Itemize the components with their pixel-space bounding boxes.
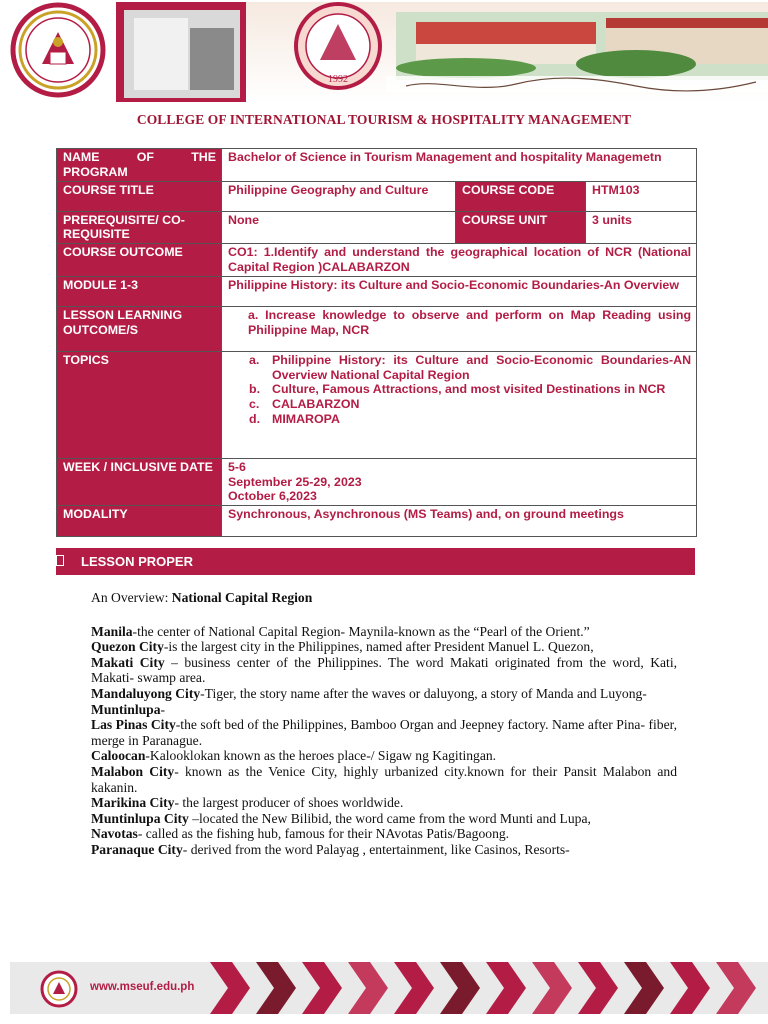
overview-heading: An Overview: National Capital Region [91, 590, 313, 605]
program-label: NAME OF THE PROGRAM [57, 149, 222, 182]
lesson-learning-outcome-label: LESSON LEARNING OUTCOME/S [57, 306, 222, 351]
course-info-table [56, 148, 697, 537]
lesson-proper-label: LESSON PROPER [81, 554, 193, 569]
topics-label: TOPICS [57, 351, 222, 458]
checkbox-glyph-icon [56, 555, 64, 566]
week-date-1: September 25-29, 2023 [228, 474, 362, 489]
course-title-value: Philippine Geography and Culture [222, 181, 456, 211]
module-value: Philippine History: its Culture and Socio-Economic Boundaries-An Overview [222, 276, 697, 306]
week-label: WEEK / INCLUSIVE DATE [57, 458, 222, 505]
city-entry: Marikina City- the largest producer of shoes worldwide. [91, 795, 404, 811]
row-module [57, 276, 697, 306]
row-course-title [57, 181, 697, 211]
course-title-label: COURSE TITLE [57, 181, 222, 211]
city-entry: Mandaluyong City-Tiger, the story name after the waves or daluyong, a story of Manda and Luyong- [91, 685, 647, 701]
topic-item: d. MIMAROPA [249, 411, 340, 426]
university-seal-icon [6, 2, 110, 98]
course-unit-label: COURSE UNIT [456, 211, 586, 244]
lesson-learning-outcome-value: a. Increase knowledge to observe and perform on Map Reading using Philippine Map, NCR [222, 306, 697, 351]
city-entry: Muntinlupa City –located the New Bilibid, the word came from the word Munti and Lupa, [91, 810, 591, 826]
footer-website-link[interactable]: www.mseuf.edu.ph [90, 981, 195, 993]
row-modality [57, 506, 697, 537]
row-topics [57, 351, 697, 458]
city-entry: Muntinlupa- [91, 701, 166, 717]
course-code-value: HTM103 [586, 181, 697, 211]
city-entry: Quezon City-is the largest city in the Philippines, named after President Manuel L. Quezon, [91, 639, 594, 655]
banner-collage [116, 2, 768, 102]
week-date-2: October 6,2023 [228, 489, 317, 504]
module-label: MODULE 1-3 [57, 276, 222, 306]
city-entry: Navotas- called as the fishing hub, famous for their NAvotas Patis/Bagoong. [91, 826, 510, 842]
prerequisite-value: None [222, 211, 456, 244]
course-code-label: COURSE CODE [456, 181, 586, 211]
row-week [57, 458, 697, 505]
city-entry: Paranaque City- derived from the word Palayag , entertainment, like Casinos, Resorts- [91, 841, 570, 857]
topics-list [228, 353, 691, 427]
city-entry: Caloocan-Kalooklokan known as the heroes place-/ Sigaw ng Kagitingan. [91, 748, 497, 764]
modality-label: MODALITY [57, 506, 222, 537]
row-prerequisite [57, 211, 697, 244]
topic-item: a. Philippine History: its Culture and Socio-Economic Boundaries-AN Overview National Capital Region [249, 352, 692, 382]
topics-value [222, 351, 697, 458]
prerequisite-label: PREREQUISITE/ CO-REQUISITE [57, 211, 222, 244]
week-value [222, 458, 697, 505]
seal-year: 1992 [328, 74, 348, 85]
program-value: Bachelor of Science in Tourism Management and hospitality Managemetn [222, 149, 697, 182]
header-banner [0, 0, 768, 104]
city-entry: Las Pinas City-the soft bed of the Philippines, Bamboo Organ and Jeepney factory. Name after Pina- fiber, merge in Paranague. [91, 717, 677, 748]
row-course-outcome [57, 244, 697, 277]
footer-chevron-pattern [210, 962, 768, 1014]
row-program [57, 149, 697, 182]
week-number: 5-6 [228, 459, 246, 474]
footer-banner [10, 962, 768, 1014]
topic-item: b. Culture, Famous Attractions, and most visited Destinations in NCR [249, 382, 666, 397]
city-entry: Manila-the center of National Capital Region- Maynila-known as the “Pearl of the Orient.” [91, 623, 590, 639]
footer-seal-icon [40, 970, 78, 1008]
city-entry: Makati City – business center of the Philippines. The word Makati originated from the word, Kati, Makati- swamp area. [91, 654, 677, 686]
course-outcome-label: COURSE OUTCOME [57, 244, 222, 277]
course-outcome-value: CO1: 1.Identify and understand the geographical location of NCR (National Capital Region )CALABARZON [222, 244, 697, 277]
lesson-proper-bar [56, 548, 695, 575]
row-lesson-learning-outcome [57, 306, 697, 351]
course-unit-value: 3 units [586, 211, 697, 244]
lesson-body [91, 590, 677, 858]
modality-value: Synchronous, Asynchronous (MS Teams) and, on ground meetings [222, 506, 697, 537]
college-title: COLLEGE OF INTERNATIONAL TOURISM & HOSPITALITY MANAGEMENT [136, 112, 632, 127]
city-entry: Malabon City- known as the Venice City, highly urbanized city.known for their Pansit Malabon and kakanin. [91, 763, 678, 795]
topic-item: c. CALABARZON [249, 397, 360, 412]
